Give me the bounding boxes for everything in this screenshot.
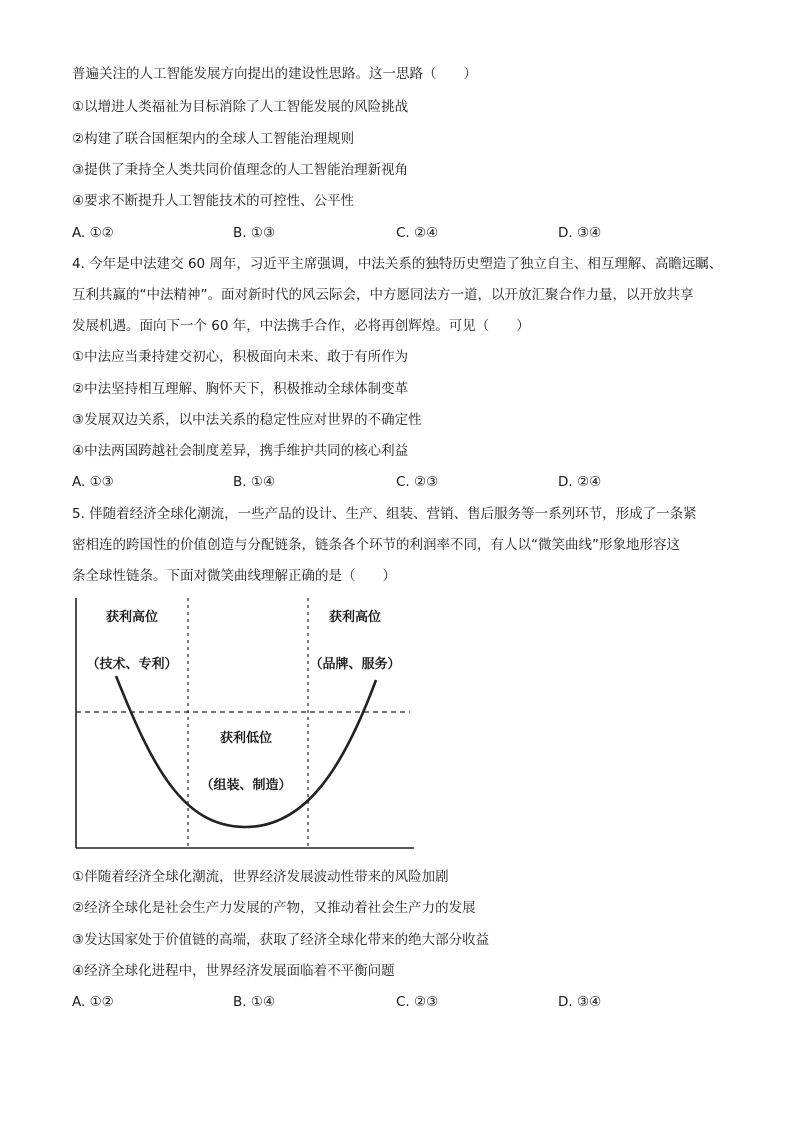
q3-statement-3: ③提供了秉持全人类共同价值理念的人工智能治理新视角 <box>72 162 409 178</box>
right-subtitle: （品牌、服务） <box>309 657 401 672</box>
smile-curve-diagram <box>72 596 422 858</box>
q5-statement-4: ④经济全球化进程中，世界经济发展面临着不平衡问题 <box>72 963 395 979</box>
q3-option-b[interactable]: B. ①③ <box>233 225 276 241</box>
q4-stem-line-3: 发展机遇。面向下一个 60 年，中法携手合作，必将再创辉煌。可见（ ） <box>72 318 530 334</box>
q4-statement-3: ③发展双边关系，以中法关系的稳定性应对世界的不确定性 <box>72 412 422 428</box>
q3-statement-2: ②构建了联合国框架内的全球人工智能治理规则 <box>72 131 355 147</box>
q3-option-d[interactable]: D. ③④ <box>558 225 602 241</box>
q3-stem: 普遍关注的人工智能发展方向提出的建设性思路。这一思路（ ） <box>72 66 477 82</box>
left-title: 获利高位 <box>105 610 159 625</box>
q5-stem-line-2: 密相连的跨国性的价值创造与分配链条，链条各个环节的利润率不同，有人以“微笑曲线”形象地形容这 <box>72 537 680 553</box>
q4-statement-4: ④中法两国跨越社会制度差异，携手维护共同的核心利益 <box>72 443 409 459</box>
q3-option-c[interactable]: C. ②④ <box>396 225 439 241</box>
q5-stem-line-1: 5. 伴随着经济全球化潮流，一些产品的设计、生产、组装、营销、售后服务等一系列环节，形成了一条紧 <box>72 506 697 522</box>
left-subtitle: （技术、专利） <box>86 657 178 672</box>
q4-option-b[interactable]: B. ①④ <box>233 474 276 490</box>
q3-option-a[interactable]: A. ①② <box>72 225 114 241</box>
q5-option-c[interactable]: C. ②③ <box>396 994 439 1010</box>
q4-option-d[interactable]: D. ②④ <box>558 474 602 490</box>
q5-statement-2: ②经济全球化是社会生产力发展的产物，又推动着社会生产力的发展 <box>72 900 476 916</box>
q5-statement-3: ③发达国家处于价值链的高端，获取了经济全球化带来的绝大部分收益 <box>72 932 490 948</box>
q3-statement-1: ①以增进人类福祉为目标消除了人工智能发展的风险挑战 <box>72 99 409 115</box>
q3-statement-4: ④要求不断提升人工智能技术的可控性、公平性 <box>72 193 355 209</box>
q5-option-a[interactable]: A. ①② <box>72 994 114 1010</box>
q5-stem-line-3: 条全球性链条。下面对微笑曲线理解正确的是（ ） <box>72 568 396 584</box>
center-title: 获利低位 <box>219 731 273 746</box>
q4-statement-2: ②中法坚持相互理解、胸怀天下，积极推动全球体制变革 <box>72 381 409 397</box>
q4-statement-1: ①中法应当秉持建交初心，积极面向未来、敢于有所作为 <box>72 349 409 365</box>
q4-stem-line-1: 4. 今年是中法建交 60 周年，习近平主席强调，中法关系的独特历史塑造了独立自主、相互理解、高瞻远瞩、 <box>72 256 723 272</box>
q5-option-b[interactable]: B. ①④ <box>233 994 276 1010</box>
q4-option-a[interactable]: A. ①③ <box>72 474 114 490</box>
q5-statement-1: ①伴随着经济全球化潮流，世界经济发展波动性带来的风险加剧 <box>72 869 449 885</box>
smile-curve-figure <box>72 596 422 858</box>
smile-curve <box>116 676 376 827</box>
q4-stem-line-2: 互利共赢的“中法精神”。面对新时代的风云际会，中方愿同法方一道，以开放汇聚合作力量，以开放共享 <box>72 287 694 303</box>
right-title: 获利高位 <box>328 610 382 625</box>
q4-option-c[interactable]: C. ②③ <box>396 474 439 490</box>
center-subtitle: （组装、制造） <box>200 778 292 793</box>
q5-option-d[interactable]: D. ③④ <box>558 994 602 1010</box>
